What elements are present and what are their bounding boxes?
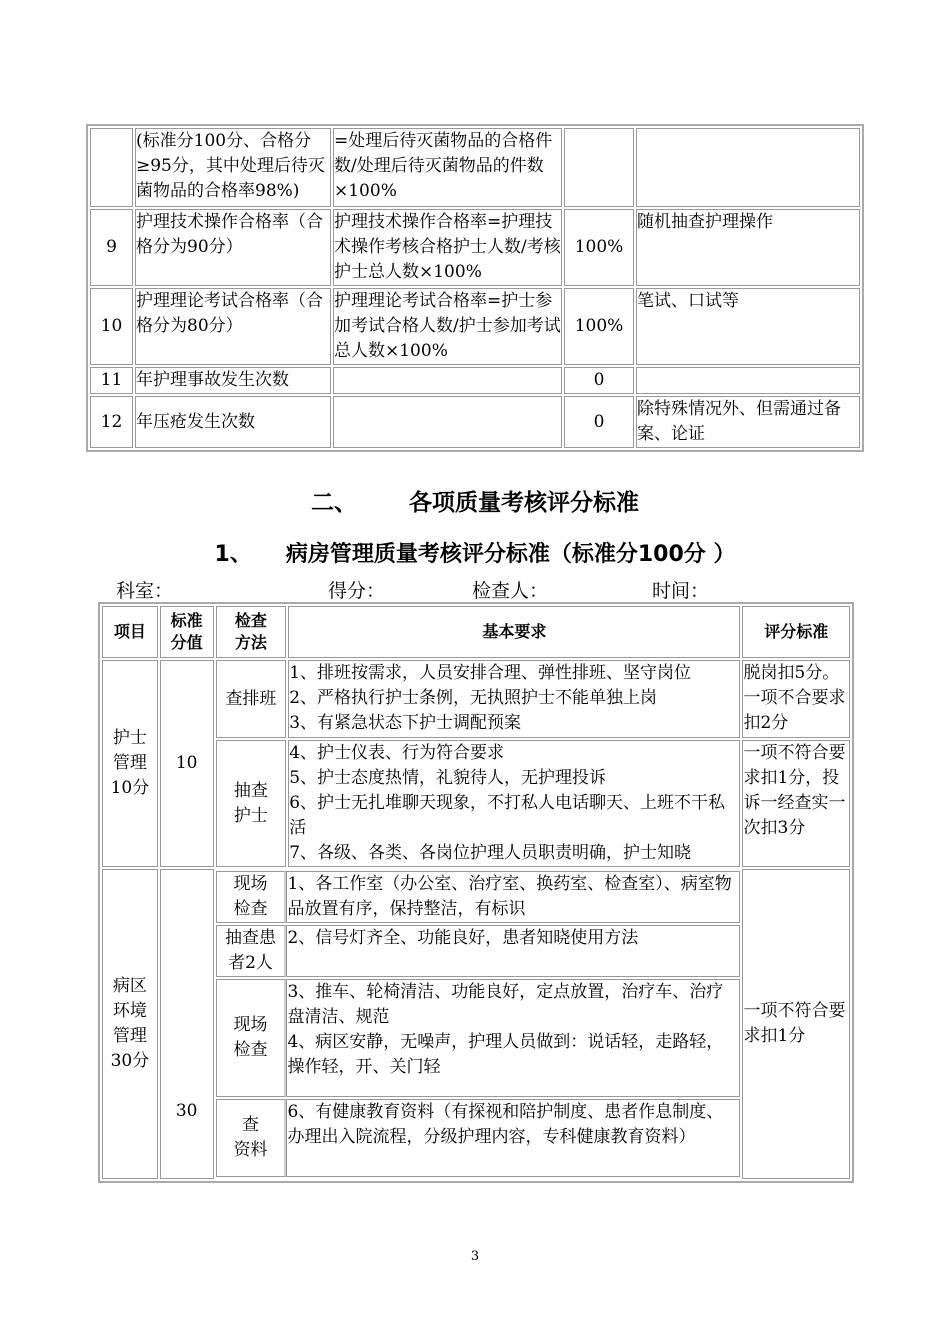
row-number: 9 (90, 209, 133, 286)
scoring-rule: 一项不符合要求扣1分 (742, 869, 850, 1179)
indicator-method (636, 367, 860, 394)
scoring-rule: 一项不符合要求扣1分，投诉一经查实一次扣3分 (742, 740, 850, 867)
dept-label: 科室： (116, 580, 174, 602)
check-method: 现场 检查 (216, 871, 287, 923)
check-method: 抽查患者2人 (216, 925, 287, 977)
check-method: 查 资料 (216, 1099, 287, 1177)
header-item: 项目 (102, 606, 158, 658)
requirements: 6、有健康教育资料（有探视和陪护制度、患者作息制度、办理出入院流程，分级护理内容，专科健康教育资料） (286, 1099, 740, 1177)
indicator-formula: =处理后待灭菌物品的合格件数/处理后待灭菌物品的件数×100% (333, 128, 562, 207)
time-label: 时间： (652, 580, 710, 602)
indicator-name: 年护理事故发生次数 (135, 367, 331, 394)
indicator-formula (333, 367, 562, 394)
indicator-target: 100% (564, 209, 634, 286)
indicator-method: 除特殊情况外、但需通过备案、论证 (636, 396, 860, 448)
indicator-method: 笔试、口试等 (636, 288, 860, 365)
table-row (90, 396, 860, 448)
table-row (216, 871, 741, 923)
inspector-label: 检查人： (472, 580, 549, 602)
score-label: 得分： (328, 580, 386, 602)
subsection-number: 1、 (214, 542, 252, 567)
indicator-target: 0 (564, 367, 634, 394)
indicator-method (636, 128, 860, 207)
indicator-target: 100% (564, 288, 634, 365)
table-row (216, 1099, 741, 1177)
check-method: 抽查 护士 (216, 740, 287, 867)
header-check-method: 检查 方法 (216, 606, 287, 658)
indicator-target (564, 128, 634, 207)
header-scoring: 评分标准 (742, 606, 850, 658)
indicator-name: (标准分100分、合格分≥95分，其中处理后待灭菌物品的合格率98%) (135, 128, 331, 207)
row-number: 11 (90, 367, 133, 394)
standard-value: 30 (160, 869, 214, 1179)
item-nurse-management: 护士 管理 10分 (102, 660, 158, 867)
table-row (90, 128, 860, 207)
header-basic-requirements: 基本要求 (288, 606, 740, 658)
table-row (102, 660, 850, 738)
row-number: 10 (90, 288, 133, 365)
indicator-formula: 护理理论考试合格率=护士参加考试合格人数/护士参加考试总人数×100% (333, 288, 562, 365)
row-number (90, 128, 133, 207)
table-row (216, 925, 741, 977)
indicator-name: 护理技术操作合格率（合格分为90分） (135, 209, 331, 286)
table-header-row (102, 606, 850, 658)
scoring-rule: 脱岗扣5分。一项不合要求扣2分 (742, 660, 850, 738)
indicator-name: 护理理论考试合格率（合格分为80分） (135, 288, 331, 365)
item-ward-environment: 病区 环境 管理 30分 (102, 869, 158, 1179)
indicator-formula: 护理技术操作合格率=护理技术操作考核合格护士人数/考核护士总人数×100% (333, 209, 562, 286)
table-row (90, 209, 860, 286)
header-standard-score: 标准 分值 (160, 606, 214, 658)
indicator-formula (333, 396, 562, 448)
requirements: 2、信号灯齐全、功能良好，患者知晓使用方法 (286, 925, 740, 977)
quality-indicator-table (86, 124, 864, 452)
form-meta-line (0, 576, 950, 604)
requirements: 1、排班按需求，人员安排合理、弹性排班、坚守岗位 2、严格执行护士条例，无执照护士不能单独上岗 3、有紧急状态下护士调配预案 (288, 660, 740, 738)
row-number: 12 (90, 396, 133, 448)
standard-value: 10 (160, 660, 214, 867)
requirements: 1、各工作室（办公室、治疗室、换药室、检查室）、病室物品放置有序，保持整洁，有标识 (286, 871, 740, 923)
ward-environment-subtable (216, 869, 741, 1179)
section-heading (0, 484, 950, 517)
check-method: 查排班 (216, 660, 287, 738)
table-row (90, 367, 860, 394)
section-title: 各项质量考核评分标准 (409, 490, 639, 516)
subsection-heading (0, 537, 950, 568)
table-row (102, 740, 850, 867)
table-row (216, 979, 741, 1097)
requirements: 3、推车、轮椅清洁、功能良好，定点放置，治疗车、治疗盘清洁、规范 4、病区安静，无噪声，护理人员做到：说话轻，走路轻，操作轻，开、关门轻 (286, 979, 740, 1097)
table-row (102, 869, 850, 1179)
indicator-method: 随机抽查护理操作 (636, 209, 860, 286)
table-row (90, 288, 860, 365)
check-method: 现场 检查 (216, 979, 287, 1097)
subsection-title: 病房管理质量考核评分标准（标准分100分 ） (285, 542, 736, 567)
scoring-standard-table (98, 602, 854, 1183)
indicator-name: 年压疮发生次数 (135, 396, 331, 448)
indicator-target: 0 (564, 396, 634, 448)
page-number: 3 (470, 1249, 480, 1264)
section-number: 二、 (311, 490, 357, 516)
requirements: 4、护士仪表、行为符合要求 5、护士态度热情，礼貌待人，无护理投诉 6、护士无扎堆聊天现象，不打私人电话聊天、上班不干私活 7、各级、各类、各岗位护理人员职责明确，护士知晓 (288, 740, 740, 867)
